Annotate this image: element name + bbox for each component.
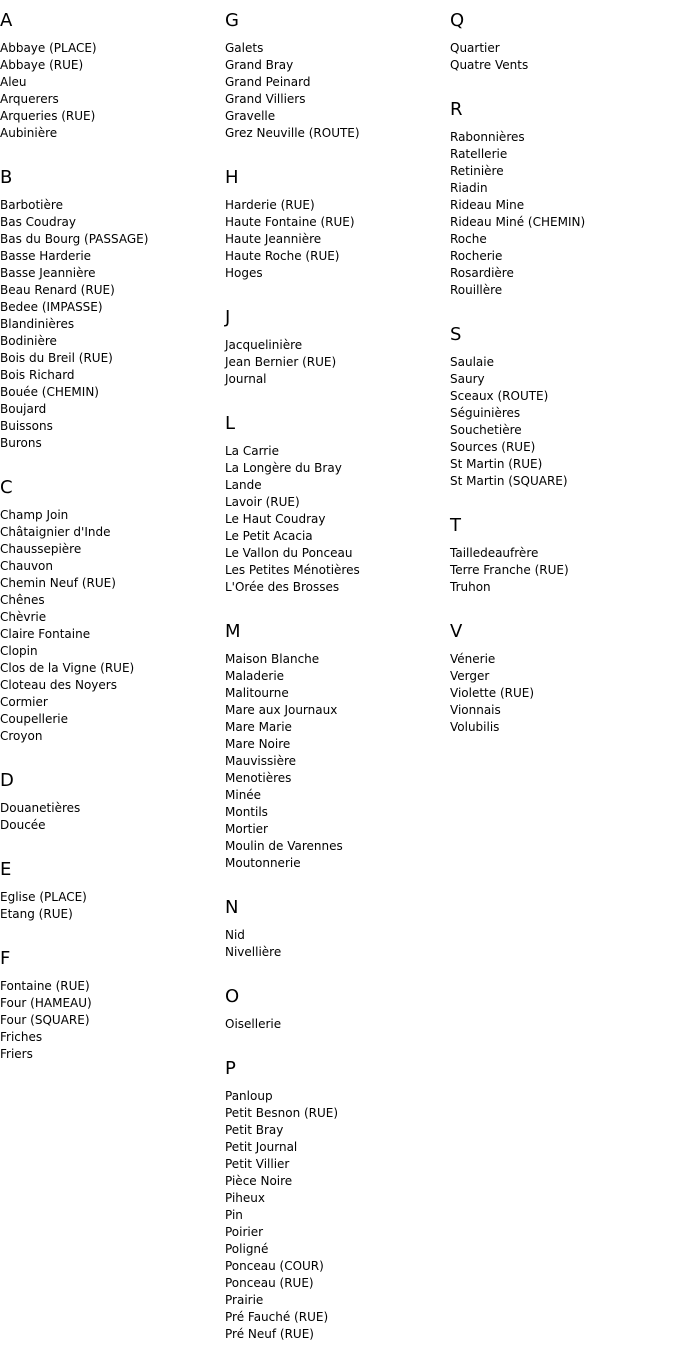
street-link[interactable]: Coupellerie	[0, 712, 69, 726]
section-spacer	[0, 142, 220, 167]
street-link[interactable]: Mortier	[225, 822, 268, 836]
letter-section-e	[0, 859, 220, 923]
street-list	[225, 651, 445, 872]
street-list	[225, 443, 445, 596]
street-link[interactable]: Galets	[225, 41, 264, 55]
street-link[interactable]: Grand Peinard	[225, 75, 311, 89]
street-list	[0, 800, 220, 834]
street-link[interactable]: Friches	[0, 1030, 43, 1044]
letter-section-d	[0, 770, 220, 834]
street-list	[450, 354, 670, 490]
street-link[interactable]: Poligné	[225, 1242, 269, 1256]
letter-section-f	[0, 948, 220, 1063]
street-link[interactable]: Châtaignier d'Inde	[0, 525, 111, 539]
street-link[interactable]: Malitourne	[225, 686, 289, 700]
street-link[interactable]: Blandinières	[0, 317, 75, 331]
street-link[interactable]: Basse Jeannière	[0, 266, 96, 280]
street-link[interactable]: Rouillère	[450, 283, 503, 297]
street-list	[450, 129, 670, 299]
section-spacer	[225, 596, 445, 621]
letter-section-a	[0, 10, 220, 142]
street-link[interactable]: Rabonnières	[450, 130, 525, 144]
letter-heading: N	[225, 897, 239, 918]
street-link[interactable]: Petit Villier	[225, 1157, 290, 1171]
street-link[interactable]: Chaussepière	[0, 542, 82, 556]
street-link[interactable]: Abbaye (RUE)	[0, 58, 84, 72]
street-link[interactable]: Bois du Breil (RUE)	[0, 351, 113, 365]
letter-heading: P	[225, 1058, 236, 1079]
street-link[interactable]: Aubinière	[0, 126, 58, 140]
letter-section-h	[225, 167, 445, 282]
section-spacer	[450, 490, 670, 515]
street-link[interactable]: Poirier	[225, 1225, 264, 1239]
street-link[interactable]: Bas du Bourg (PASSAGE)	[0, 232, 149, 246]
street-link[interactable]: Riadin	[450, 181, 488, 195]
street-link[interactable]: Quatre Vents	[450, 58, 529, 72]
street-link[interactable]: Bouée (CHEMIN)	[0, 385, 99, 399]
street-link[interactable]: Bois Richard	[0, 368, 75, 382]
street-list	[450, 40, 670, 74]
section-spacer	[225, 282, 445, 307]
letter-section-g	[225, 10, 445, 142]
street-link[interactable]: L'Orée des Brosses	[225, 580, 340, 594]
letter-heading: G	[225, 10, 239, 31]
street-link[interactable]: Haute Fontaine (RUE)	[225, 215, 355, 229]
street-link[interactable]: Jean Bernier (RUE)	[225, 355, 337, 369]
street-link[interactable]: Retinière	[450, 164, 504, 178]
street-link[interactable]: Cloteau des Noyers	[0, 678, 117, 692]
section-spacer	[0, 923, 220, 948]
street-link[interactable]: Prairie	[225, 1293, 264, 1307]
street-link[interactable]: Harderie (RUE)	[225, 198, 315, 212]
street-link[interactable]: Mare Noire	[225, 737, 291, 751]
street-link[interactable]: Douanetières	[0, 801, 81, 815]
section-spacer	[225, 872, 445, 897]
street-link[interactable]: Grez Neuville (ROUTE)	[225, 126, 360, 140]
street-link[interactable]: Croyon	[0, 729, 43, 743]
street-link[interactable]: Claire Fontaine	[0, 627, 91, 641]
street-link[interactable]: Arqueries (RUE)	[0, 109, 96, 123]
street-list	[450, 651, 670, 736]
letter-heading: E	[0, 859, 12, 880]
street-link[interactable]: Violette (RUE)	[450, 686, 535, 700]
street-link[interactable]: Journal	[225, 372, 267, 386]
street-link[interactable]: Vionnais	[450, 703, 501, 717]
section-spacer	[0, 745, 220, 770]
street-list	[225, 1088, 445, 1343]
street-link[interactable]: La Carrie	[225, 444, 279, 458]
letter-section-b	[0, 167, 220, 452]
street-list	[225, 927, 445, 961]
street-link[interactable]: Hoges	[225, 266, 263, 280]
section-spacer	[450, 74, 670, 99]
street-index-column-3	[450, 10, 670, 736]
section-spacer	[0, 452, 220, 477]
section-spacer	[225, 1033, 445, 1058]
street-link[interactable]: Rideau Mine	[450, 198, 525, 212]
street-list	[225, 337, 445, 388]
street-link[interactable]: Souchetière	[450, 423, 522, 437]
street-list	[0, 978, 220, 1063]
letter-heading: A	[0, 10, 13, 31]
letter-section-m	[225, 621, 445, 872]
street-link[interactable]: Haute Roche (RUE)	[225, 249, 340, 263]
street-link[interactable]: Quartier	[450, 41, 500, 55]
street-link[interactable]: Moutonnerie	[225, 856, 301, 870]
street-link[interactable]: Maladerie	[225, 669, 285, 683]
street-list	[225, 1016, 445, 1033]
letter-heading: L	[225, 413, 236, 434]
street-link[interactable]: Pin	[225, 1208, 243, 1222]
letter-section-o	[225, 986, 445, 1033]
letter-heading: M	[225, 621, 241, 642]
street-link[interactable]: Petit Besnon (RUE)	[225, 1106, 339, 1120]
street-link[interactable]: Aleu	[0, 75, 27, 89]
street-link[interactable]: Burons	[0, 436, 42, 450]
street-link[interactable]: Grand Villiers	[225, 92, 306, 106]
street-link[interactable]: Nid	[225, 928, 245, 942]
street-link[interactable]: Volubilis	[450, 720, 500, 734]
street-link[interactable]: Petit Journal	[225, 1140, 298, 1154]
letter-heading: S	[450, 324, 462, 345]
street-link[interactable]: Mauvissière	[225, 754, 297, 768]
street-link[interactable]: Pré Fauché (RUE)	[225, 1310, 329, 1324]
street-link[interactable]: Sources (RUE)	[450, 440, 536, 454]
street-link[interactable]: Fontaine (RUE)	[0, 979, 90, 993]
section-spacer	[0, 834, 220, 859]
street-link[interactable]: Bedee (IMPASSE)	[0, 300, 103, 314]
letter-heading: R	[450, 99, 463, 120]
street-link[interactable]: Sceaux (ROUTE)	[450, 389, 549, 403]
street-link[interactable]: St Martin (SQUARE)	[450, 474, 568, 488]
letter-section-l	[225, 413, 445, 596]
street-link[interactable]: Beau Renard (RUE)	[0, 283, 115, 297]
street-link[interactable]: Buissons	[0, 419, 53, 433]
letter-heading: H	[225, 167, 239, 188]
street-link[interactable]: Le Vallon du Ponceau	[225, 546, 353, 560]
section-spacer	[225, 388, 445, 413]
street-link[interactable]: Pièce Noire	[225, 1174, 293, 1188]
street-link[interactable]: Montils	[225, 805, 268, 819]
street-link[interactable]: Four (HAMEAU)	[0, 996, 92, 1010]
street-link[interactable]: Rosardière	[450, 266, 514, 280]
street-link[interactable]: Cormier	[0, 695, 48, 709]
street-index-column-1	[0, 10, 220, 1063]
street-link[interactable]: Bodinière	[0, 334, 57, 348]
letter-heading: O	[225, 986, 240, 1007]
street-link[interactable]: Four (SQUARE)	[0, 1013, 90, 1027]
letter-heading: B	[0, 167, 13, 188]
letter-section-j	[225, 307, 445, 388]
street-link[interactable]: Le Haut Coudray	[225, 512, 326, 526]
letter-heading: D	[0, 770, 14, 791]
street-link[interactable]: Bas Coudray	[0, 215, 76, 229]
street-link[interactable]: Barbotière	[0, 198, 63, 212]
street-link[interactable]: Séguinières	[450, 406, 521, 420]
street-link[interactable]: Rideau Miné (CHEMIN)	[450, 215, 586, 229]
street-link[interactable]: Arquerers	[0, 92, 59, 106]
street-index-column-2	[225, 10, 445, 1343]
street-link[interactable]: Grand Bray	[225, 58, 294, 72]
street-link[interactable]: Verger	[450, 669, 490, 683]
street-link[interactable]: St Martin (RUE)	[450, 457, 543, 471]
street-link[interactable]: Chemin Neuf (RUE)	[0, 576, 116, 590]
street-link[interactable]: Saury	[450, 372, 485, 386]
street-link[interactable]: Ponceau (COUR)	[225, 1259, 324, 1273]
street-link[interactable]: Les Petites Ménotières	[225, 563, 360, 577]
section-spacer	[225, 142, 445, 167]
street-link[interactable]: Roche	[450, 232, 487, 246]
street-link[interactable]: Pré Neuf (RUE)	[225, 1327, 314, 1341]
street-link[interactable]: Saulaie	[450, 355, 494, 369]
street-link[interactable]: Tailledeaufrère	[450, 546, 539, 560]
letter-section-n	[225, 897, 445, 961]
street-link[interactable]: Moulin de Varennes	[225, 839, 343, 853]
letter-section-r	[450, 99, 670, 299]
letter-heading: C	[0, 477, 13, 498]
street-link[interactable]: Etang (RUE)	[0, 907, 73, 921]
street-link[interactable]: Menotières	[225, 771, 292, 785]
street-link[interactable]: Boujard	[0, 402, 47, 416]
street-link[interactable]: Chauvon	[0, 559, 53, 573]
section-spacer	[450, 299, 670, 324]
letter-heading: F	[0, 948, 11, 969]
street-link[interactable]: Chênes	[0, 593, 45, 607]
street-link[interactable]: Abbaye (PLACE)	[0, 41, 97, 55]
street-link[interactable]: Rocherie	[450, 249, 503, 263]
street-link[interactable]: Petit Bray	[225, 1123, 284, 1137]
street-link[interactable]: Ratellerie	[450, 147, 508, 161]
street-list	[450, 545, 670, 596]
street-link[interactable]: Nivellière	[225, 945, 282, 959]
street-link[interactable]: Chèvrie	[0, 610, 47, 624]
street-link[interactable]: Oisellerie	[225, 1017, 282, 1031]
street-link[interactable]: Eglise (PLACE)	[0, 890, 87, 904]
street-link[interactable]: Panloup	[225, 1089, 273, 1103]
letter-section-v	[450, 621, 670, 736]
street-link[interactable]: Ponceau (RUE)	[225, 1276, 314, 1290]
street-list	[0, 197, 220, 452]
street-link[interactable]: Mare Marie	[225, 720, 292, 734]
street-link[interactable]: Maison Blanche	[225, 652, 320, 666]
letter-section-q	[450, 10, 670, 74]
street-list	[225, 40, 445, 142]
street-link[interactable]: Friers	[0, 1047, 33, 1061]
street-link[interactable]: Lavoir (RUE)	[225, 495, 300, 509]
street-link[interactable]: Basse Harderie	[0, 249, 92, 263]
section-spacer	[450, 596, 670, 621]
letter-heading: T	[450, 515, 461, 536]
street-link[interactable]: Clos de la Vigne (RUE)	[0, 661, 135, 675]
street-link[interactable]: Champ Join	[0, 508, 69, 522]
street-link[interactable]: Minée	[225, 788, 262, 802]
street-link[interactable]: Haute Jeannière	[225, 232, 322, 246]
letter-section-c	[0, 477, 220, 745]
street-link[interactable]: Lande	[225, 478, 262, 492]
street-link[interactable]: La Longère du Bray	[225, 461, 342, 475]
street-link[interactable]: Jacquelinière	[225, 338, 303, 352]
street-link[interactable]: Clopin	[0, 644, 38, 658]
letter-heading: J	[225, 307, 231, 328]
street-link[interactable]: Mare aux Journaux	[225, 703, 338, 717]
street-link[interactable]: Le Petit Acacia	[225, 529, 313, 543]
street-link[interactable]: Truhon	[450, 580, 491, 594]
street-list	[0, 40, 220, 142]
letter-heading: V	[450, 621, 463, 642]
street-link[interactable]: Vénerie	[450, 652, 496, 666]
street-list	[0, 889, 220, 923]
section-spacer	[225, 961, 445, 986]
street-link[interactable]: Piheux	[225, 1191, 266, 1205]
letter-section-t	[450, 515, 670, 596]
letter-section-s	[450, 324, 670, 490]
letter-heading: Q	[450, 10, 465, 31]
street-link[interactable]: Terre Franche (RUE)	[450, 563, 569, 577]
street-list	[225, 197, 445, 282]
street-link[interactable]: Doucée	[0, 818, 46, 832]
street-list	[0, 507, 220, 745]
street-link[interactable]: Gravelle	[225, 109, 276, 123]
letter-section-p	[225, 1058, 445, 1343]
